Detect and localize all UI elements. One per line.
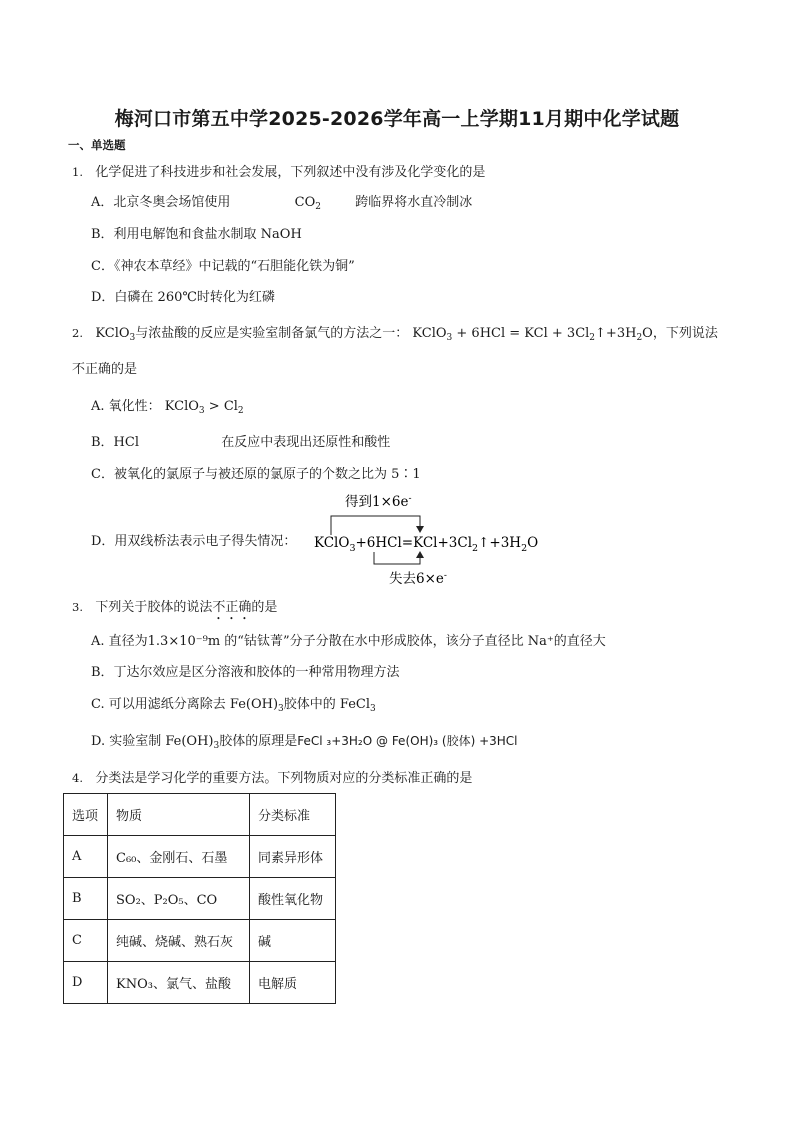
question-2-stem-line2: 不正确的是 — [72, 362, 138, 377]
option-text-middle: 胶体中的 FeCl — [283, 697, 371, 712]
table-header: 物质 — [108, 794, 250, 836]
table-cell: A — [64, 836, 108, 878]
bridge-equation: $KClO_3+6HCl=KCl+3Cl_2↑+3H_2O$ — [314, 535, 539, 554]
option-3c: C. 可以用滤纸分离除去 $Fe(OH)_3$胶体中的 FeCl$_3$ — [91, 697, 376, 714]
table-row — [64, 836, 336, 878]
question-text: 下列关于胶体的说法 — [95, 600, 213, 615]
option-3d: D. 实验室制 $Fe(OH)_3$胶体的原理是FeCl ₃+3H₂O @ Fe(OH)₃ (胶体) +3HCl — [91, 734, 518, 751]
question-text: 与浓盐酸的反应是实验室制备氯气的方法之一： — [135, 326, 409, 341]
colloid-equation: FeCl ₃+3H₂O @ Fe(OH)₃ (胶体) +3HCl — [297, 734, 518, 748]
option-text: A．北京冬奥会场馆使用 — [91, 195, 231, 210]
table-cell: 酸性氧化物 — [250, 878, 336, 920]
option-text: D. 实验室制 Fe(OH) — [91, 734, 214, 749]
table-cell: D — [64, 962, 108, 1004]
option-2d-label: D．用双线桥法表示电子得失情况： — [91, 534, 297, 549]
formula: KClO$_3$ > $Cl_2$ — [164, 399, 244, 416]
subscript: 2 — [315, 202, 322, 212]
option-text-middle: 胶体的原理是 — [219, 734, 298, 749]
table-cell: 电解质 — [250, 962, 336, 1004]
gain-electrons-label: 得到1×6e- — [345, 494, 412, 510]
question-text-suffix: 的是 — [251, 600, 278, 615]
question-number: 2. — [72, 326, 83, 340]
emphasized-text: 不正确 — [212, 600, 252, 615]
table-cell: 同素异形体 — [250, 836, 336, 878]
option-3a: A. 直径为1.3×10⁻⁹m 的“钴钛菁”分子分散在水中形成胶体，该分子直径比 Na⁺的直径大 — [91, 634, 606, 649]
table-row — [64, 878, 336, 920]
option-text-suffix: 跨临界将水直冷制冰 — [355, 195, 473, 210]
table-header-row — [64, 794, 336, 836]
lose-electrons-label: 失去6×e- — [389, 571, 447, 587]
gain-arrowhead — [416, 526, 424, 533]
table-cell: 碱 — [250, 920, 336, 962]
table-header: 选项 — [64, 794, 108, 836]
lose-arrowhead — [416, 551, 424, 558]
question-text-suffix: ，下列说法 — [652, 326, 718, 341]
option-label: B．HCl — [91, 435, 139, 450]
question-number: 1. — [72, 165, 83, 179]
table-cell: KNO₃、氯气、盐酸 — [108, 962, 250, 1004]
table-header: 分类标准 — [250, 794, 336, 836]
formula: KClO — [95, 326, 130, 341]
table-cell: 纯碱、烧碱、熟石灰 — [108, 920, 250, 962]
option-1b: B．利用电解饱和食盐水制取 NaOH — [91, 227, 302, 242]
option-text: A. 氧化性： — [91, 399, 161, 414]
option-text: C. 可以用滤纸分离除去 Fe(OH) — [91, 697, 279, 712]
question-text: 化学促进了科技进步和社会发展，下列叙述中没有涉及化学变化的是 — [95, 165, 486, 180]
question-text: 分类法是学习化学的重要方法。下列物质对应的分类标准正确的是 — [95, 771, 473, 786]
table-cell: B — [64, 878, 108, 920]
table-cell: C₆₀、金刚石、石墨 — [108, 836, 250, 878]
question-number: 4. — [72, 771, 83, 785]
classification-table — [63, 793, 336, 1004]
formula: CO — [294, 195, 316, 210]
page-title: 梅河口市第五中学2025-2026学年高一上学期11月期中化学试题 — [114, 108, 680, 130]
section-heading: 一、单选题 — [68, 138, 126, 152]
option-1c: C．《神农本草经》中记载的“石胆能化铁为铜” — [91, 259, 355, 274]
option-text: 在反应中表现出还原性和酸性 — [221, 435, 391, 450]
option-3b: B．丁达尔效应是区分溶液和胶体的一种常用物理方法 — [91, 665, 400, 680]
table-cell: C — [64, 920, 108, 962]
option-1d: D．白磷在 260℃时转化为红磷 — [91, 290, 275, 305]
question-4-stem — [72, 768, 472, 789]
question-2-stem: 2. KClO$_3$与浓盐酸的反应是实验室制备氯气的方法之一： KClO$_3$ + 6HCl = KCl + $3Cl_2↑+3H_2O$，下列说法 — [72, 326, 718, 343]
reaction-equation: KClO$_3$ + 6HCl = KCl + $3Cl_2↑+3H_2O$ — [412, 326, 653, 343]
question-number: 3. — [72, 600, 83, 614]
table-row — [64, 920, 336, 962]
question-3-stem — [72, 597, 277, 623]
gain-bridge-line — [331, 516, 420, 535]
table-cell: SO₂、P₂O₅、CO — [108, 878, 250, 920]
option-2c: C．被氧化的氯原子与被还原的氯原子的个数之比为 5∶1 — [91, 467, 421, 482]
lose-bridge-line — [374, 552, 420, 564]
table-row — [64, 962, 336, 1004]
